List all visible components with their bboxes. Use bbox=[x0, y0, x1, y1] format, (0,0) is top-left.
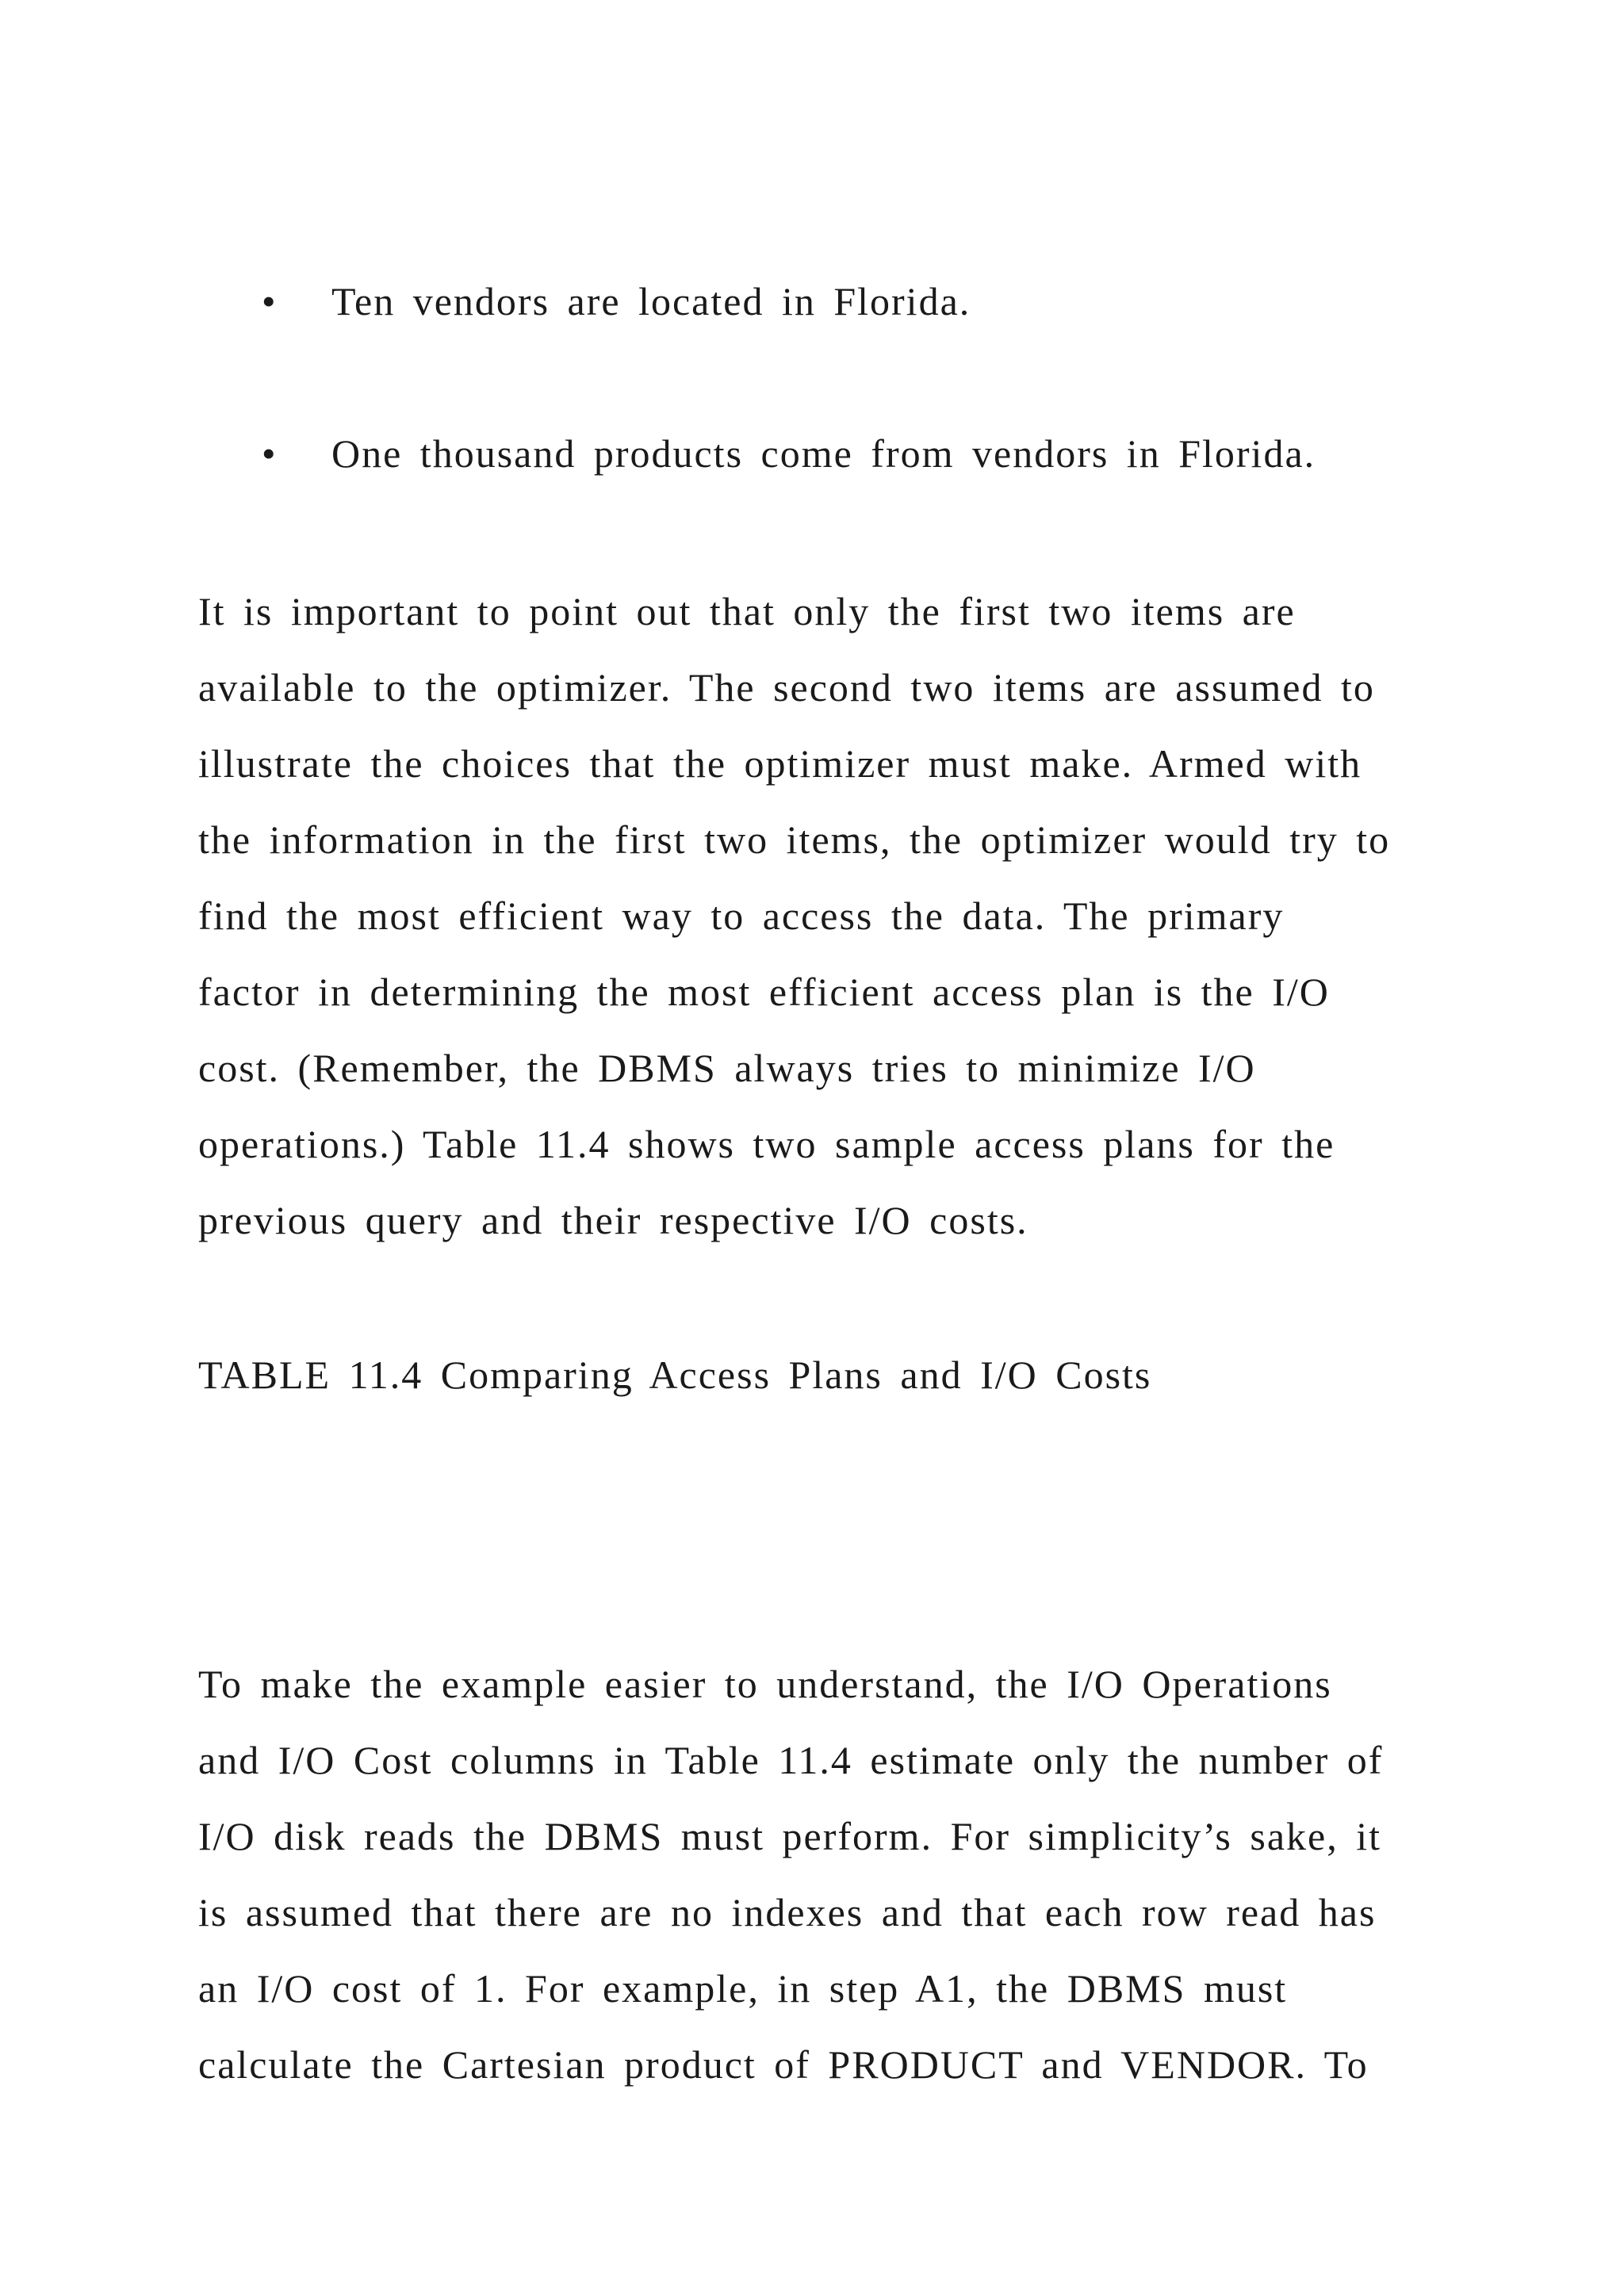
paragraph-line: and I/O Cost columns in Table 11.4 estimate only the number of bbox=[198, 1738, 1384, 1782]
bullet-marker: • bbox=[262, 431, 278, 476]
bullet-text: Ten vendors are located in Florida. bbox=[331, 279, 971, 323]
bullet-marker: • bbox=[262, 279, 278, 323]
paragraph-line: find the most efficient way to access the data. The primary bbox=[198, 894, 1285, 938]
paragraph-line: calculate the Cartesian product of PRODUCT and VENDOR. To bbox=[198, 2042, 1369, 2087]
paragraph-line: an I/O cost of 1. For example, in step A1, the DBMS must bbox=[198, 1966, 1288, 2011]
paragraph-line: previous query and their respective I/O costs. bbox=[198, 1198, 1028, 1242]
paragraph-line: To make the example easier to understand, the I/O Operations bbox=[198, 1662, 1332, 1706]
paragraph-line: operations.) Table 11.4 shows two sample access plans for the bbox=[198, 1122, 1335, 1166]
paragraph-access-plans bbox=[198, 573, 1483, 1258]
table-caption: TABLE 11.4 Comparing Access Plans and I/O Costs bbox=[198, 1353, 1152, 1397]
paragraph-line: the information in the first two items, the optimizer would try to bbox=[198, 817, 1391, 862]
paragraph-line: available to the optimizer. The second two items are assumed to bbox=[198, 665, 1375, 710]
paragraph-line: It is important to point out that only the first two items are bbox=[198, 589, 1296, 633]
paragraph-line: factor in determining the most efficient access plan is the I/O bbox=[198, 970, 1330, 1014]
paragraph-line: is assumed that there are no indexes and that each row read has bbox=[198, 1890, 1377, 1934]
paragraph-io-cost bbox=[198, 1646, 1483, 2103]
paragraph-line: cost. (Remember, the DBMS always tries to minimize I/O bbox=[198, 1046, 1256, 1090]
bullet-text: One thousand products come from vendors in Florida. bbox=[331, 431, 1316, 476]
paragraph-line: I/O disk reads the DBMS must perform. For simplicity’s sake, it bbox=[198, 1814, 1382, 1858]
paragraph-line: illustrate the choices that the optimizer must make. Armed with bbox=[198, 741, 1362, 786]
